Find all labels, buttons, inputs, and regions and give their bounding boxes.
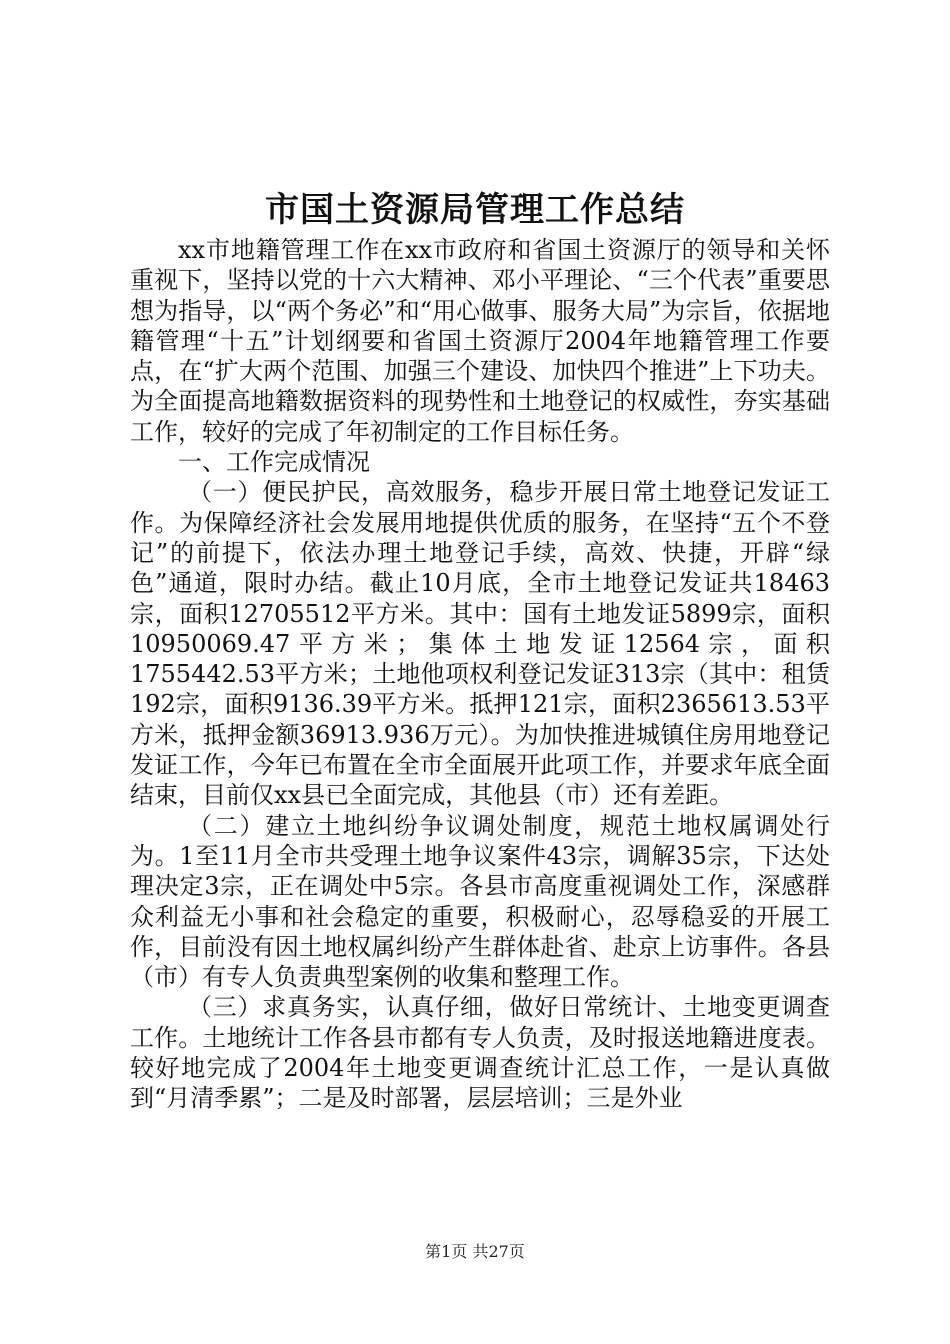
section-heading: 一、工作完成情况 — [178, 448, 370, 477]
subsection-paragraph-2: （二）建立土地纠纷争议调处制度，规范土地权属调处行为。1至11月全市共受理土地争议案件43宗，调解35宗，下达处理决定3宗，正在调处中5宗。各县市高度重视调处工作，深感群众利益无小事和社会稳定的重要，积极耐心，忍辱稳妥的开展工作，目前没有因土地权属纠纷产生群体赴省、赴京上访事件。各县（市）有专人负责典型案例的收集和整理工作。 — [130, 811, 830, 992]
document-title: 市国土资源局管理工作总结 — [265, 190, 685, 230]
subsection-paragraph-1: （一）便民护民，高效服务，稳步开展日常土地登记发证工作。为保障经济社会发展用地提供优质的服务，在坚持“五个不登记”的前提下，依法办理土地登记手续，高效、快捷，开辟“绿色”通道，限时办结。截止10月底，全市土地登记发证共18463宗，面积12705512平方米。其中：国有土地发证5899宗，面积10950069.47平方米；集体土地发证12564宗，面积1755442.53平方米；土地他项权利登记发证313宗（其中：租赁192宗，面积9136.39平方米。抵押121宗，面积2365613.53平方米，抵押金额36913.936万元）。为加快推进城镇住房用地登记发证工作，今年已布置在全市全面展开此项工作，并要求年底全面结束，目前仅xx县已全面完成，其他县（市）还有差距。 — [130, 478, 830, 810]
subsection-paragraph-3: （三）求真务实，认真仔细，做好日常统计、土地变更调查工作。土地统计工作各县市都有专人负责，及时报送地籍进度表。较好地完成了2004年土地变更调查统计汇总工作，一是认真做到“月清季累”；二是及时部署，层层培训；三是外业 — [130, 993, 830, 1113]
intro-paragraph: xx市地籍管理工作在xx市政府和省国土资源厅的领导和关怀重视下，坚持以党的十六大精神、邓小平理论、“三个代表”重要思想为指导，以“两个务必”和“用心做事、服务大局”为宗旨，依据地籍管理“十五”计划纲要和省国土资源厅2004年地籍管理工作要点，在“扩大两个范围、加强三个建设、加快四个推进”上下功夫。为全面提高地籍数据资料的现势性和土地登记的权威性，夯实基础工作，较好的完成了年初制定的工作目标任务。 — [130, 236, 830, 446]
document-body — [130, 235, 830, 1114]
page-number-footer: 第1页 共27页 — [425, 1242, 525, 1261]
